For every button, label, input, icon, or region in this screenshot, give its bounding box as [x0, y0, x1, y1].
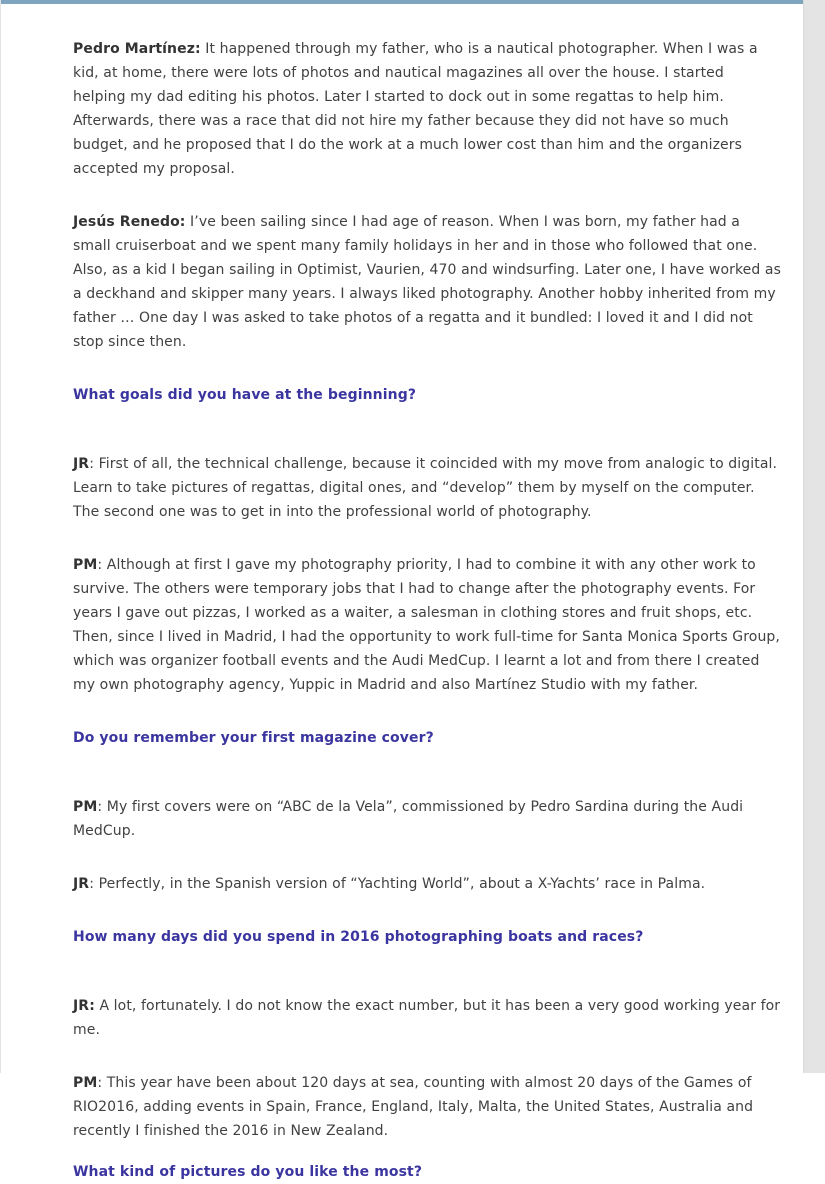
speaker-name: JR:	[73, 998, 95, 1014]
paragraph-pm-cover	[73, 795, 781, 843]
paragraph-text: : This year have been about 120 days at sea, counting with almost 20 days of the Games of RIO2016, adding events in Spain, France, England, Italy, Malta, the United States, Australia and recently I finished the 2016 in New Zealand.	[73, 1075, 754, 1139]
speaker-name: JR	[73, 456, 90, 472]
paragraph-text: I’ve been sailing since I had age of reason. When I was born, my father had a small cruiserboat and we spent many family holidays in her and in those who followed that one. Also, as a kid I began sailing in Optimist, Vaurien, 470 and windsurfing. Later one, I have worked as a deckhand and skipper many years. I always liked photography. Another hobby inherited from my father … One day I was asked to take photos of a regatta and it bundled: I loved it and I did not stop since then.	[73, 214, 782, 350]
speaker-name: PM	[73, 799, 98, 815]
speaker-name: JR	[73, 876, 90, 892]
paragraph-jesus-intro	[73, 210, 781, 354]
paragraph-text: : My first covers were on “ABC de la Vela”, commissioned by Pedro Sardina during the Audi MedCup.	[73, 799, 744, 839]
scrollbar-track[interactable]	[803, 0, 825, 1073]
question-goals: What goals did you have at the beginning?	[73, 387, 417, 403]
article-content-area	[1, 0, 803, 1180]
paragraph-text: : Perfectly, in the Spanish version of “Yachting World”, about a X-Yachts’ race in Palma.	[89, 876, 706, 892]
speaker-name: Pedro Martínez:	[73, 41, 201, 57]
paragraph-text: : Although at first I gave my photography priority, I had to combine it with any other work to survive. The others were temporary jobs that I had to change after the photography events. For years I gave out pizzas, I worked as a waiter, a salesman in clothing stores and fruit shops, etc. Then, since I lived in Madrid, I had the opportunity to work full-time for Santa Monica Sports Group, which was organizer football events and the Audi MedCup. I learnt a lot and from there I created my own photography agency, Yuppic in Madrid and also Martínez Studio with my father.	[73, 557, 780, 693]
question-magazine-cover: Do you remember your first magazine cover?	[73, 730, 434, 746]
question-partial-clipped: What kind of pictures do you like the most?	[73, 1164, 423, 1180]
paragraph-jr-days	[73, 994, 781, 1042]
speaker-name: Jesús Renedo:	[73, 214, 186, 230]
paragraph-pm-goals	[73, 553, 781, 697]
paragraph-jr-goals	[73, 452, 781, 524]
speaker-name: PM	[73, 557, 98, 573]
speaker-name: PM	[73, 1075, 98, 1091]
paragraph-pm-days	[73, 1071, 781, 1143]
paragraph-text: It happened through my father, who is a nautical photographer. When I was a kid, at home, there were lots of photos and nautical magazines all over the house. I started helping my dad editing his photos. Later I started to dock out in some regattas to help him. Afterwards, there was a race that did not hire my father because they did not have so much budget, and he proposed that I do the work at a much lower cost than him and the organizers accepted my proposal.	[73, 41, 758, 177]
question-days-2016: How many days did you spend in 2016 photographing boats and races?	[73, 929, 644, 945]
paragraph-pedro-intro	[73, 37, 781, 181]
interview-article	[1, 4, 803, 1184]
paragraph-text: : First of all, the technical challenge, because it coincided with my move from analogic to digital. Learn to take pictures of regattas, digital ones, and “develop” them by myself on the computer. The second one was to get in into the professional world of photography.	[73, 456, 778, 520]
paragraph-jr-cover	[73, 872, 781, 896]
paragraph-text: A lot, fortunately. I do not know the exact number, but it has been a very good working year for me.	[73, 998, 781, 1038]
